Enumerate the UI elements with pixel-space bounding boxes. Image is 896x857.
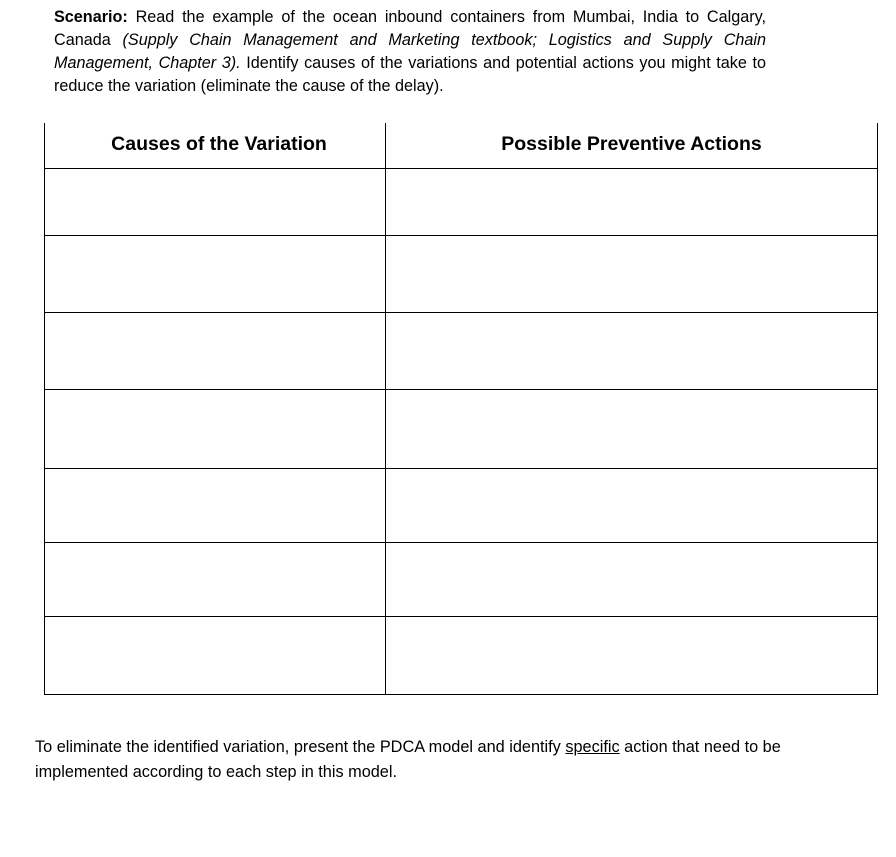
cause-cell[interactable] (45, 169, 385, 235)
cause-cell[interactable] (45, 236, 385, 312)
header-causes: Causes of the Variation (111, 133, 327, 155)
action-cell[interactable] (386, 313, 877, 389)
table-bottom-border (44, 694, 878, 695)
scenario-paragraph (54, 6, 766, 98)
action-cell[interactable] (386, 617, 877, 694)
scenario-label: Scenario: (54, 8, 128, 26)
header-actions: Possible Preventive Actions (501, 133, 762, 155)
cause-cell[interactable] (45, 390, 385, 468)
scenario-citation: (Supply Chain Management and Marketing textbook; Logistics and Supply Chain Management, Chapter 3). (54, 31, 766, 72)
cause-cell[interactable] (45, 543, 385, 616)
action-cell[interactable] (386, 469, 877, 542)
variation-table (44, 123, 878, 695)
scenario-text-2: Identify causes of the variations and potential actions you might take to reduce the variation (eliminate the cause of the delay). (54, 54, 766, 95)
footer-text-2: action that need to be implemented according to each step in this model. (35, 738, 781, 781)
pdca-instruction (35, 735, 825, 785)
action-cell[interactable] (386, 390, 877, 468)
cause-cell[interactable] (45, 617, 385, 694)
action-cell[interactable] (386, 543, 877, 616)
scenario-text-1: Read the example of the ocean inbound containers from Mumbai, India to Calgary, Canada (54, 8, 766, 49)
footer-emphasis: specific (565, 738, 620, 756)
action-cell[interactable] (386, 236, 877, 312)
cause-cell[interactable] (45, 469, 385, 542)
footer-text-1: To eliminate the identified variation, present the PDCA model and identify (35, 738, 566, 756)
action-cell[interactable] (386, 169, 877, 235)
table-right-border (877, 123, 878, 695)
cause-cell[interactable] (45, 313, 385, 389)
